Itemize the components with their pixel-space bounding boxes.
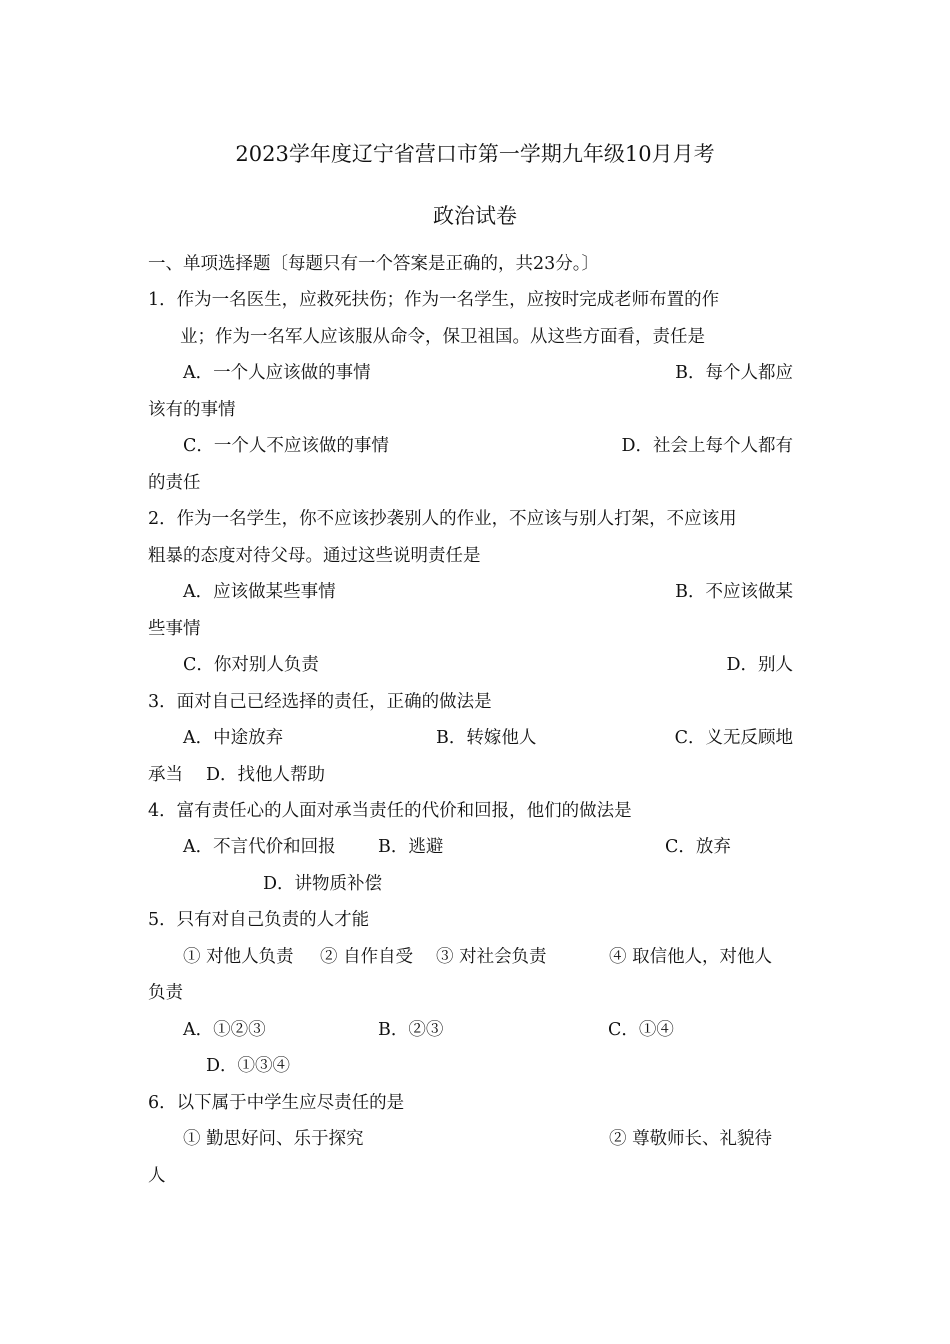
- q6-item-2-line1: ② 尊敬师长、礼貌待: [609, 1129, 773, 1149]
- q4-option-b: B．逃避: [378, 837, 444, 857]
- q2-option-b-line1: B．不应该做某: [675, 582, 793, 602]
- q5-option-c: C．①④: [608, 1020, 674, 1040]
- q3-option-d: D．找他人帮助: [206, 765, 326, 785]
- q3-option-c-line2: 承当: [148, 765, 183, 785]
- q5-item-3: ③ 对社会负责: [436, 947, 547, 967]
- q5-item-4-line2: 负责: [148, 983, 183, 1003]
- q2-stem-line1: 2．作为一名学生，你不应该抄袭别人的作业，不应该与别人打架，不应该用: [148, 509, 737, 529]
- q1-option-b-line2: 该有的事情: [148, 400, 236, 420]
- q4-option-d: D．讲物质补偿: [263, 874, 383, 894]
- section-heading: 一、单项选择题〔每题只有一个答案是正确的，共23分。〕: [148, 254, 600, 274]
- q6-item-2-line2: 人: [148, 1166, 166, 1186]
- q5-option-d: D．①③④: [206, 1056, 291, 1076]
- q6-stem: 6．以下属于中学生应尽责任的是: [148, 1093, 405, 1113]
- q1-option-b-line1: B．每个人都应: [675, 363, 793, 383]
- q5-item-1: ① 对他人负责: [183, 947, 294, 967]
- q5-option-a: A．①②③: [183, 1020, 266, 1040]
- q3-option-b: B．转嫁他人: [436, 728, 537, 748]
- q1-option-c: C．一个人不应该做的事情: [183, 436, 389, 456]
- q2-stem-line2: 粗暴的态度对待父母。通过这些说明责任是: [148, 546, 481, 566]
- q1-option-a: A．一个人应该做的事情: [183, 363, 371, 383]
- q5-item-4-line1: ④ 取信他人，对他人: [609, 947, 773, 967]
- q2-option-b-line2: 些事情: [148, 619, 201, 639]
- q5-item-2: ② 自作自受: [320, 947, 414, 967]
- exam-subtitle: 政治试卷: [433, 204, 517, 228]
- q5-option-b: B．②③: [378, 1020, 444, 1040]
- q3-option-a: A．中途放弃: [183, 728, 284, 748]
- q1-stem-line2: 业；作为一名军人应该服从命令，保卫祖国。从这些方面看，责任是: [180, 327, 705, 347]
- q4-option-a: A．不言代价和回报: [183, 837, 336, 857]
- q1-option-d-line1: D．社会上每个人都有: [621, 436, 793, 456]
- q2-option-a: A．应该做某些事情: [183, 582, 336, 602]
- q4-option-c: C．放弃: [665, 837, 731, 857]
- q2-option-d: D．别人: [726, 655, 793, 675]
- q6-item-1: ① 勤思好问、乐于探究: [183, 1129, 364, 1149]
- q3-stem: 3．面对自己已经选择的责任，正确的做法是: [148, 692, 492, 712]
- q1-option-d-line2: 的责任: [148, 473, 201, 493]
- exam-title: 2023学年度辽宁省营口市第一学期九年级10月月考: [235, 142, 715, 166]
- q3-option-c-line1: C．义无反顾地: [674, 728, 793, 748]
- q5-stem: 5．只有对自己负责的人才能: [148, 910, 370, 930]
- q1-stem-line1: 1．作为一名医生，应救死扶伤；作为一名学生，应按时完成老师布置的作: [148, 290, 720, 310]
- q2-option-c: C．你对别人负责: [183, 655, 319, 675]
- q4-stem: 4．富有责任心的人面对承当责任的代价和回报，他们的做法是: [148, 801, 632, 821]
